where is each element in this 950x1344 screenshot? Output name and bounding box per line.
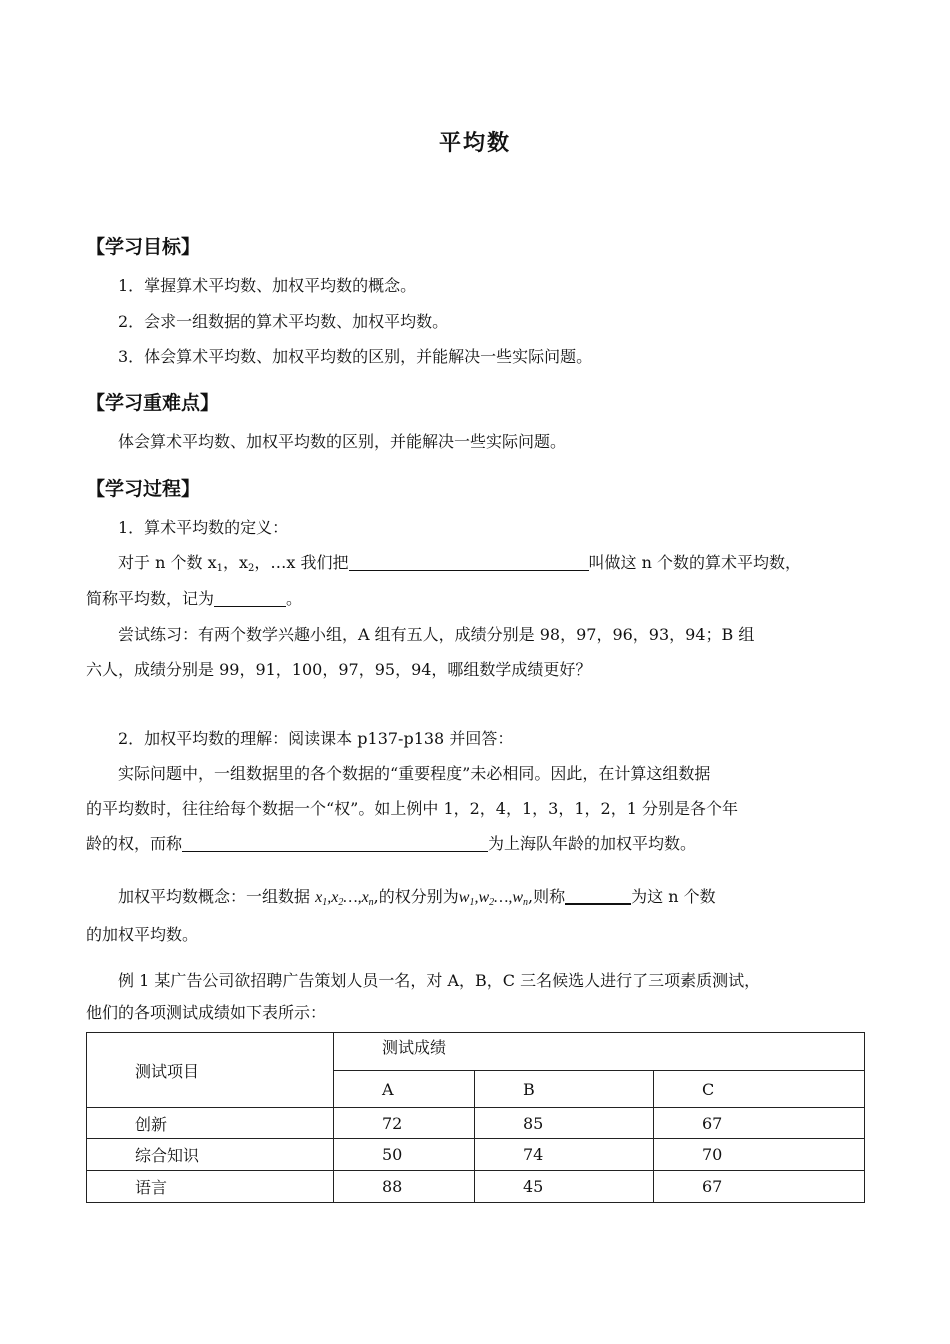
table-row	[87, 1171, 865, 1203]
fill-blank-mean-formula[interactable]	[349, 554, 589, 571]
arithmetic-mean-definition: 对于 n 个数 $x_1$，$x_2$，…x 我们把 叫做这 n 个数的算术平均数，	[118, 553, 801, 574]
process-heading: 【学习过程】	[86, 478, 201, 500]
arithmetic-mean-title: 1．算术平均数的定义：	[118, 518, 289, 537]
row-header-cell: 测试项目	[87, 1033, 334, 1108]
weighted-mean-concept: 加权平均数概念：一组数据 $x_1,x_2\dots,x_n$,的权分别为$w_1,w_2\dots,w_n$,则称 为这 n 个数	[118, 887, 716, 908]
fill-blank-weighted-formula[interactable]	[182, 835, 488, 852]
table-header-row	[87, 1033, 865, 1071]
fill-blank-mean-symbol[interactable]	[214, 590, 286, 607]
example-text: 他们的各项测试成绩如下表所示：	[86, 1003, 327, 1022]
fill-blank-weighted-concept[interactable]	[565, 887, 631, 905]
arithmetic-mean-notation: 简称平均数，记为 。	[86, 589, 303, 608]
weighted-mean-concept: 的加权平均数。	[86, 925, 199, 944]
weighted-mean-text: 龄的权，而称 为上海队年龄的加权平均数。	[86, 834, 697, 853]
table-row	[87, 1108, 865, 1139]
column-header-b: B	[475, 1071, 654, 1108]
key-points-heading: 【学习重难点】	[86, 392, 220, 414]
table-cell: 85	[475, 1108, 654, 1139]
table-cell: 74	[475, 1139, 654, 1171]
practice-text: 六人，成绩分别是 99，91，100，97，95，94，哪组数学成绩更好？	[86, 660, 592, 679]
table-cell-item: 语言	[87, 1171, 334, 1203]
table-cell-item: 综合知识	[87, 1139, 334, 1171]
objectives-heading: 【学习目标】	[86, 236, 201, 258]
table-cell: 70	[654, 1139, 865, 1171]
table-cell: 50	[334, 1139, 475, 1171]
weighted-mean-text: 实际问题中，一组数据里的各个数据的“重要程度”未必相同。因此，在计算这组数据	[118, 764, 711, 783]
example-text: 例 1 某广告公司欲招聘广告策划人员一名，对 A，B，C 三名候选人进行了三项素质测试，	[118, 971, 761, 990]
weighted-mean-text: 的平均数时，往往给每个数据一个“权”。如上例中 1，2，4，1，3，1，2，1 分别是各个年	[86, 799, 738, 818]
column-header-a: A	[334, 1071, 475, 1108]
table-cell: 67	[654, 1108, 865, 1139]
table-cell: 72	[334, 1108, 475, 1139]
practice-text: 尝试练习：有两个数学兴趣小组，A 组有五人，成绩分别是 98，97，96，93，94；B 组	[118, 625, 755, 644]
column-header-c: C	[654, 1071, 865, 1108]
page-title: 平均数	[438, 131, 511, 156]
table-row	[87, 1139, 865, 1171]
test-scores-table	[86, 1032, 865, 1203]
objective-item: 1．掌握算术平均数、加权平均数的概念。	[118, 276, 417, 295]
objective-item: 3．体会算术平均数、加权平均数的区别，并能解决一些实际问题。	[118, 347, 593, 366]
key-points-text: 体会算术平均数、加权平均数的区别，并能解决一些实际问题。	[118, 432, 567, 451]
table-cell: 88	[334, 1171, 475, 1203]
table-cell-item: 创新	[87, 1108, 334, 1139]
table-cell: 45	[475, 1171, 654, 1203]
weighted-mean-title: 2．加权平均数的理解：阅读课本 p137-p138 并回答：	[118, 729, 514, 748]
table-cell: 67	[654, 1171, 865, 1203]
group-header-cell: 测试成绩	[334, 1033, 865, 1071]
objective-item: 2．会求一组数据的算术平均数、加权平均数。	[118, 312, 449, 331]
